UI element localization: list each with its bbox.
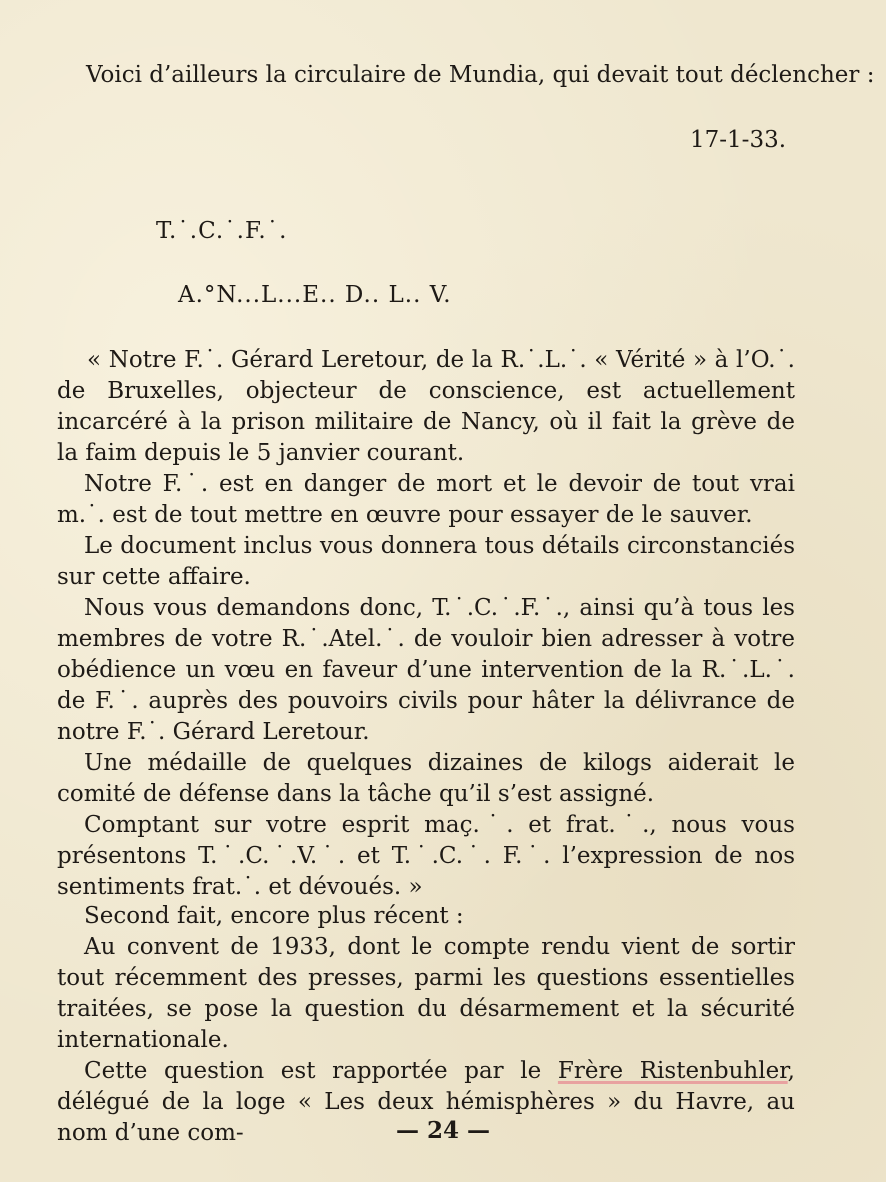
- p2-after: , délégué de la loge « Les deux hémisphères » du Havre, au nom d’une com-: [57, 1058, 795, 1146]
- circular-letter: [57, 345, 795, 903]
- p2-before: Cette question est rapportée par le: [84, 1058, 558, 1084]
- salutation-line-1: T.˙.C.˙.F.˙.: [156, 218, 288, 244]
- letter-paragraph: « Notre F.˙. Gérard Leretour, de la R.˙.L.˙. « Vérité » à l’O.˙. de Bruxelles, objecteur de conscience, est actuellement incarcéré à la prison militaire de Nancy, où il fait la grève de la faim depuis le 5 janvier courant.: [57, 347, 795, 466]
- salutation-line-2: A.°N...L...E.. D.. L.. V.: [178, 282, 452, 308]
- letter-paragraph: Notre F.˙. est en danger de mort et le devoir de tout vrai m.˙. est de tout mettre en œuvre pour essayer de le sauver.: [57, 471, 795, 528]
- letter-paragraph: Comptant sur votre esprit maç.˙. et frat.˙., nous vous présentons T.˙.C.˙.V.˙. et T.˙.C.˙. F.˙. l’expression de nos sentiments frat.˙. et dévoués. »: [57, 812, 795, 900]
- second-fact-paragraph-1: Au convent de 1933, dont le compte rendu vient de sortir tout récemment des presses, parmi les questions essentielles traitées, se pose la question du désarmement et la sécurité internationale.: [57, 934, 795, 1053]
- second-fact-heading: Second fait, encore plus récent :: [84, 903, 464, 929]
- intro-line: Voici d’ailleurs la circulaire de Mundia, qui devait tout déclencher :: [86, 62, 875, 88]
- underlined-name: Frère Ristenbuhler: [557, 1058, 788, 1084]
- letter-paragraph: Nous vous demandons donc, T.˙.C.˙.F.˙., ainsi qu’à tous les membres de votre R.˙.Atel.˙. de vouloir bien adresser à votre obédience un vœu en faveur d’une intervention de la R.˙.L.˙. de F.˙. auprès des pouvoirs civils pour hâter la délivrance de notre F.˙. Gérard Leretour.: [57, 595, 795, 745]
- page-number: — 24 —: [395, 1117, 491, 1144]
- second-fact-section: [57, 901, 795, 1149]
- letter-paragraph: Une médaille de quelques dizaines de kilogs aiderait le comité de défense dans la tâche qu’il s’est assigné.: [57, 750, 795, 807]
- letter-date: 17-1-33.: [690, 127, 787, 153]
- letter-paragraph: Le document inclus vous donnera tous détails circonstanciés sur cette affaire.: [57, 533, 795, 590]
